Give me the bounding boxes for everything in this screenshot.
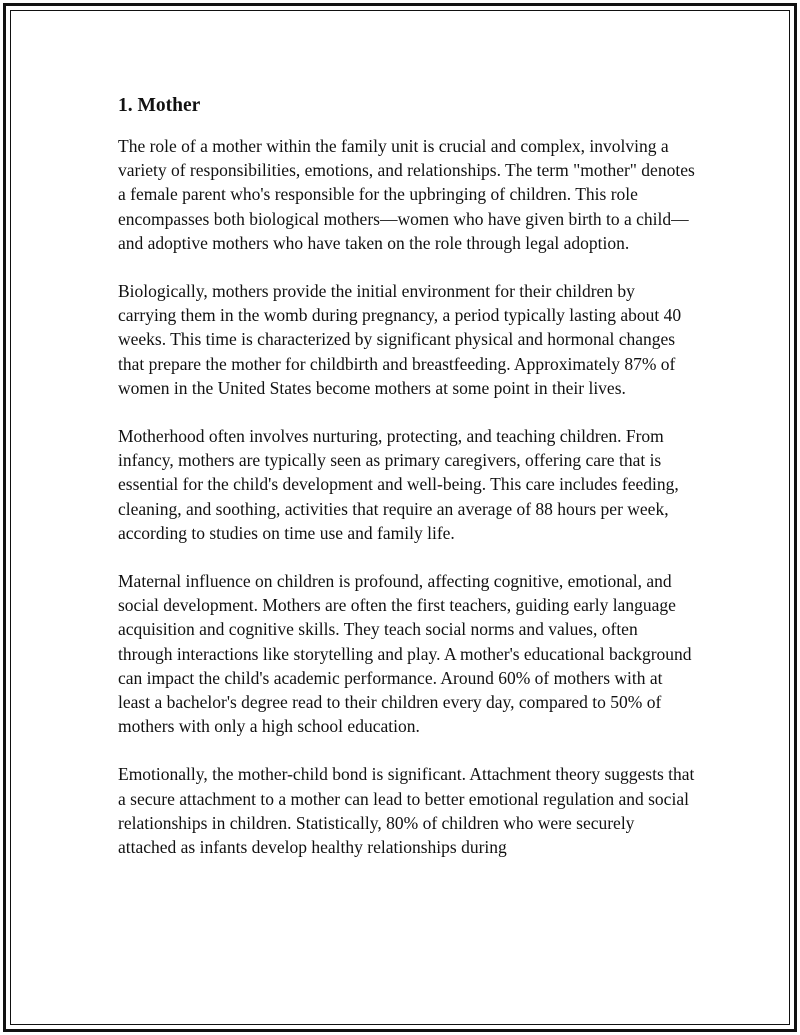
- paragraph-nurturing: Motherhood often involves nurturing, protecting, and teaching children. From infancy, mothers are typically seen as primary caregivers, offering care that is essential for the child's development and well-being. This care includes feeding, cleaning, and soothing, activities that require an average of 88 hours per week, according to studies on time use and family life.: [118, 426, 679, 543]
- document-body: [118, 92, 696, 883]
- paragraph-role-of-mother: The role of a mother within the family unit is crucial and complex, involving a variety of responsibilities, emotions, and relationships. The term "mother" denotes a female parent who's responsible for the upbringing of children. This role encompasses both biological mothers—women who have given birth to a child—and adoptive mothers who have taken on the role through legal adoption.: [118, 136, 695, 253]
- paragraph-maternal-influence: Maternal influence on children is profound, affecting cognitive, emotional, and social development. Mothers are often the first teachers, guiding early language acquisition and cognitive skills. They teach social norms and values, often through interactions like storytelling and play. A mother's educational background can impact the child's academic performance. Around 60% of mothers with at least a bachelor's degree read to their children every day, compared to 50% of mothers with only a high school education.: [118, 571, 692, 737]
- paragraph-emotional-bond: Emotionally, the mother-child bond is significant. Attachment theory suggests that a secure attachment to a mother can lead to better emotional regulation and social relationships in children. Statistically, 80% of children who were securely attached as infants develop healthy relationships during: [118, 764, 695, 858]
- section-heading: 1. Mother: [118, 95, 201, 116]
- paragraph-biology: Biologically, mothers provide the initial environment for their children by carrying them in the womb during pregnancy, a period typically lasting about 40 weeks. This time is characterized by significant physical and hormonal changes that prepare the mother for childbirth and breastfeeding. Approximately 87% of women in the United States become mothers at some point in their lives.: [118, 281, 682, 398]
